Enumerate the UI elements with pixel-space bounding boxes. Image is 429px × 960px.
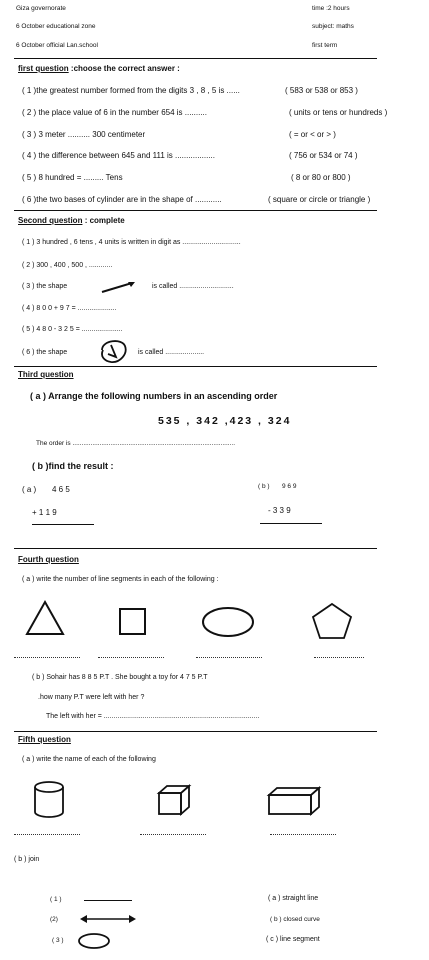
q1-options-5: ( 8 or 80 or 800 ) bbox=[291, 173, 351, 182]
governorate: Giza governorate bbox=[16, 5, 66, 12]
join-right-b: ( b ) closed curve bbox=[270, 916, 320, 923]
divider bbox=[14, 366, 377, 367]
answer-line bbox=[140, 834, 206, 835]
exam-time: time :2 hours bbox=[312, 5, 350, 12]
q2-item-5: ( 5 ) 4 8 0 - 3 2 5 = ..................... bbox=[22, 326, 123, 333]
q2-item-6-answer: is called .................... bbox=[138, 349, 205, 356]
square-shape bbox=[118, 607, 148, 637]
divider bbox=[14, 548, 377, 549]
q1-item-5: ( 5 ) 8 hundred = ......... Tens bbox=[22, 173, 123, 182]
join-right-c: ( c ) line segment bbox=[266, 936, 320, 943]
q1-heading bbox=[18, 64, 180, 73]
q4-part-a: ( a ) write the number of line segments in each of the following : bbox=[22, 576, 219, 583]
join-right-a: ( a ) straight line bbox=[268, 895, 319, 902]
q2-item-2: ( 2 ) 300 , 400 , 500 , ............ bbox=[22, 262, 113, 269]
sum-a-bottom: + 1 1 9 bbox=[32, 508, 57, 517]
sum-a-top: 4 6 5 bbox=[52, 485, 70, 494]
cube-shape bbox=[156, 783, 192, 817]
pentagon-shape bbox=[310, 601, 354, 641]
q1-item-1: ( 1 )the greatest number formed from the digits 3 , 8 , 5 is ...... bbox=[22, 86, 240, 95]
answer-line bbox=[14, 657, 80, 658]
q2-title: Second question bbox=[18, 216, 83, 225]
q4-part-b-question: .how many P.T were left with her ? bbox=[38, 694, 145, 701]
q2-item-6: ( 6 ) the shape bbox=[22, 349, 68, 356]
straight-line-shape bbox=[78, 913, 138, 925]
q1-item-3: ( 3 ) 3 meter .......... 300 centimeter bbox=[22, 130, 146, 139]
cylinder-shape bbox=[32, 780, 66, 820]
q3-part-a: ( a ) Arrange the following numbers in an ascending order bbox=[30, 391, 278, 401]
answer-line bbox=[98, 657, 164, 658]
q1-item-2: ( 2 ) the place value of 6 in the number 654 is .......... bbox=[22, 108, 207, 117]
sum-a-line bbox=[32, 524, 94, 525]
answer-line bbox=[196, 657, 262, 658]
q4-title: Fourth question bbox=[18, 555, 79, 564]
q3-numbers: 535 , 342 ,423 , 324 bbox=[158, 415, 292, 427]
answer-line bbox=[270, 834, 336, 835]
q1-item-4: ( 4 ) the difference between 645 and 111 is .................. bbox=[22, 151, 215, 160]
q2-item-1: ( 1 ) 3 hundred , 6 tens , 4 units is written in digit as .............................. bbox=[22, 239, 241, 246]
q2-item-4: ( 4 ) 8 0 0 + 9 7 = .................... bbox=[22, 305, 117, 312]
triangle-shape bbox=[24, 599, 66, 637]
q4-part-b-answer: The left with her = ................................................................................ bbox=[46, 713, 260, 720]
closed-curve-shape bbox=[76, 931, 112, 951]
sum-b-label: ( b ) bbox=[258, 483, 270, 490]
q3-title: Third question bbox=[18, 370, 74, 379]
q2-instruction: : complete bbox=[84, 216, 125, 225]
join-left-3: ( 3 ) bbox=[52, 937, 64, 944]
q1-options-1: ( 583 or 538 or 853 ) bbox=[285, 86, 358, 95]
zone: 6 October educational zone bbox=[16, 23, 96, 30]
oval-shape bbox=[200, 605, 256, 639]
answer-line bbox=[314, 657, 364, 658]
q1-title: first question bbox=[18, 64, 69, 73]
answer-line bbox=[14, 834, 80, 835]
q2-heading bbox=[18, 216, 125, 225]
sum-b-bottom: - 3 3 9 bbox=[268, 506, 291, 515]
q1-options-4: ( 756 or 534 or 74 ) bbox=[289, 151, 358, 160]
cuboid-shape bbox=[266, 785, 322, 817]
curve-shape bbox=[96, 336, 130, 366]
q3-order-line: The order is .......................................................................................... bbox=[36, 440, 236, 447]
q1-options-3: ( = or < or > ) bbox=[289, 130, 336, 139]
divider bbox=[14, 731, 377, 732]
q1-options-6: ( square or circle or triangle ) bbox=[268, 195, 371, 204]
join-left-2: (2) bbox=[50, 916, 58, 923]
q5-title: Fifth question bbox=[18, 735, 71, 744]
sum-a-label: ( a ) bbox=[22, 485, 37, 494]
q3-part-b: ( b )find the result : bbox=[32, 461, 114, 471]
q5-part-b: ( b ) join bbox=[14, 856, 40, 863]
q1-instruction: :choose the correct answer : bbox=[70, 64, 180, 73]
exam-term: first term bbox=[312, 42, 338, 49]
join-left-1: ( 1 ) bbox=[50, 896, 62, 903]
q2-item-3-answer: is called ............................ bbox=[152, 283, 234, 290]
q2-item-3: ( 3 ) the shape bbox=[22, 283, 68, 290]
q1-item-6: ( 6 )the two bases of cylinder are in the shape of ............ bbox=[22, 195, 222, 204]
line-segment-shape bbox=[84, 900, 132, 901]
ray-shape bbox=[98, 279, 138, 295]
school: 6 October official Lan.school bbox=[16, 42, 98, 49]
sum-b-top: 9 6 9 bbox=[282, 483, 297, 490]
divider bbox=[14, 58, 377, 59]
q1-options-2: ( units or tens or hundreds ) bbox=[289, 108, 388, 117]
sum-b-line bbox=[260, 523, 322, 524]
q4-part-b: ( b ) Sohair has 8 8 5 P.T . She bought a toy for 4 7 5 P.T bbox=[32, 674, 208, 681]
q5-part-a: ( a ) write the name of each of the following bbox=[22, 756, 156, 763]
exam-subject: subject: maths bbox=[312, 23, 354, 30]
divider bbox=[14, 210, 377, 211]
